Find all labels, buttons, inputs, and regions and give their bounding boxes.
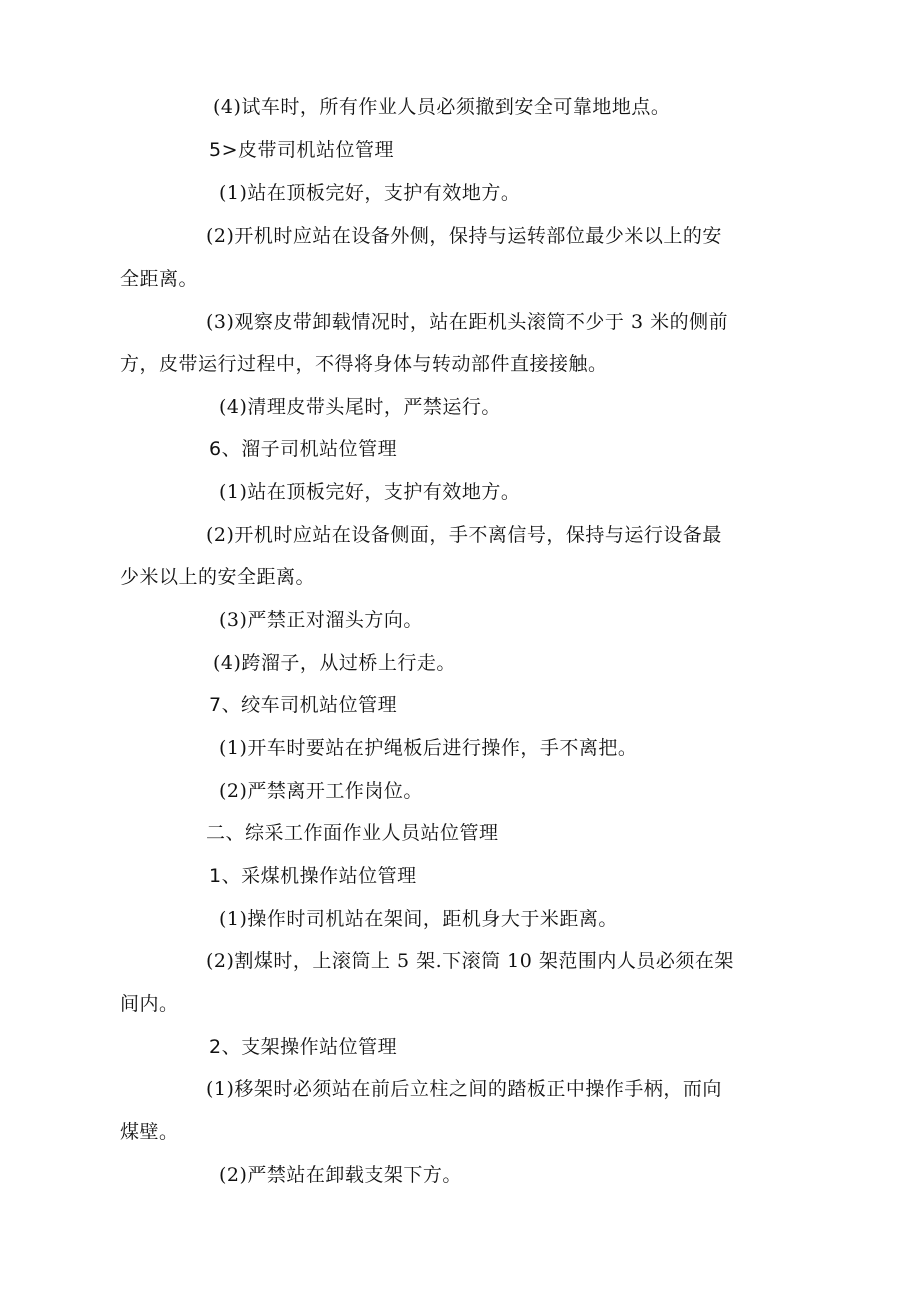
paragraph-line: (1)移架时必须站在前后立柱之间的踏板正中操作手柄，而向: [206, 1078, 722, 1100]
paragraph-line: (1)开车时要站在护绳板后进行操作，手不离把。: [219, 737, 638, 759]
paragraph-line: (3)严禁正对溜头方向。: [219, 609, 423, 631]
paragraph-line: (4)试车时，所有作业人员必须撤到安全可靠地地点。: [213, 96, 671, 118]
section-heading: 7、绞车司机站位管理: [209, 694, 398, 716]
paragraph-line: 间内。: [120, 993, 179, 1015]
section-heading: 5>皮带司机站位管理: [209, 139, 395, 161]
paragraph-line: (2)开机时应站在设备外侧，保持与运转部位最少米以上的安: [206, 225, 722, 247]
section-heading: 6、溜子司机站位管理: [209, 438, 398, 460]
section-heading: 2、支架操作站位管理: [209, 1036, 398, 1058]
paragraph-line: (1)操作时司机站在架间，距机身大于米距离。: [219, 908, 618, 930]
paragraph-line: (3)观察皮带卸载情况时，站在距机头滚筒不少于 3 米的侧前: [206, 311, 729, 333]
paragraph-line: 煤壁。: [120, 1121, 179, 1143]
paragraph-line: 方，皮带运行过程中，不得将身体与转动部件直接接触。: [120, 353, 608, 375]
paragraph-line: (2)严禁站在卸载支架下方。: [219, 1164, 462, 1186]
paragraph-line: 少米以上的安全距离。: [120, 566, 316, 588]
section-heading: 1、采煤机操作站位管理: [209, 865, 417, 887]
paragraph-line: (2)严禁离开工作岗位。: [219, 780, 423, 802]
paragraph-line: (2)割煤时，上滚筒上 5 架.下滚筒 10 架范围内人员必须在架: [206, 950, 734, 972]
paragraph-line: (1)站在顶板完好，支护有效地方。: [219, 182, 521, 204]
paragraph-line: (1)站在顶板完好，支护有效地方。: [219, 481, 521, 503]
paragraph-line: (2)开机时应站在设备侧面，手不离信号，保持与运行设备最: [206, 524, 722, 546]
paragraph-line: (4)跨溜子，从过桥上行走。: [213, 652, 456, 674]
paragraph-line: 全距离。: [120, 268, 199, 290]
paragraph-line: (4)清理皮带头尾时，严禁运行。: [219, 396, 501, 418]
chapter-heading: 二、综采工作面作业人员站位管理: [206, 822, 499, 844]
